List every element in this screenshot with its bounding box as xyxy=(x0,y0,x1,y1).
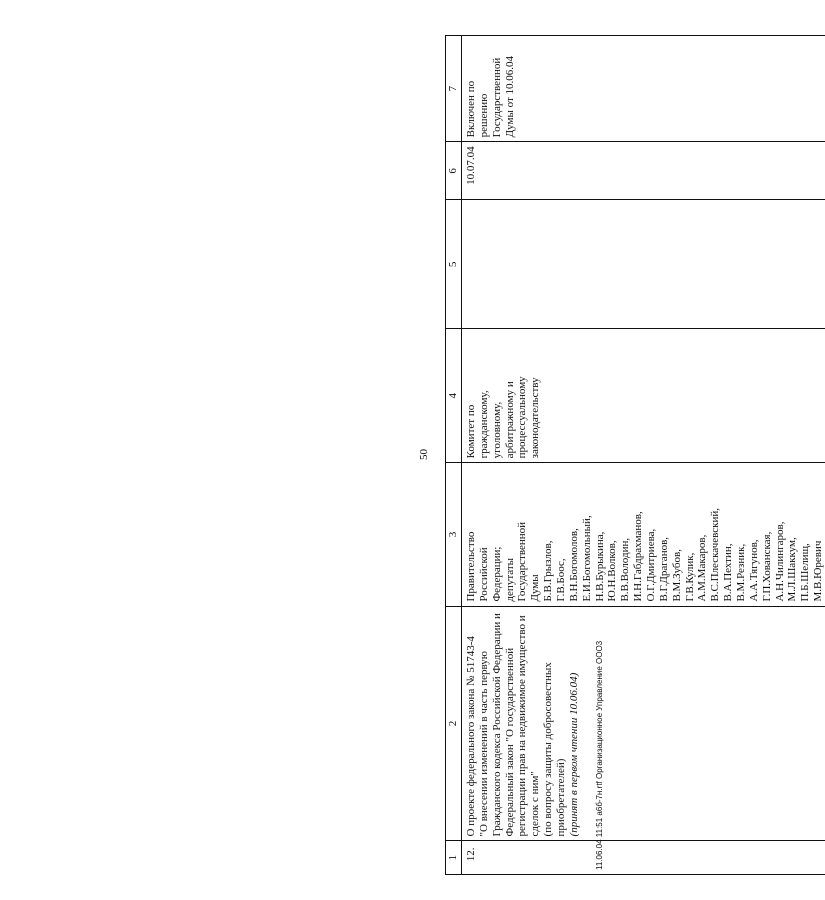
date-value: 10.07.04 xyxy=(465,146,477,185)
first-reading-note: (принят в первом чтении 10.06.04) xyxy=(567,672,580,837)
column-header: 1 xyxy=(446,841,462,875)
committee-line: уголовному, xyxy=(490,401,503,459)
status-line: Включен по xyxy=(465,80,477,138)
initiator-line: Б.В.Грызлов, xyxy=(542,540,555,602)
initiator-line: Федерации; xyxy=(490,546,503,602)
initiator-line: депутаты xyxy=(503,557,516,602)
description-line: (по вопросу защиты добросовестных xyxy=(542,662,555,837)
initiator-line: И.Н.Габдрахманов, xyxy=(632,511,645,602)
description-line: Федеральный закон "О государственной xyxy=(503,647,516,837)
initiator-line: Ю.Н.Волков, xyxy=(606,540,619,602)
committee-line: гражданскому, xyxy=(477,390,490,459)
initiators-cell xyxy=(462,463,825,606)
initiator-line: В.В.Володин, xyxy=(619,537,632,602)
initiator-line: В.А.Пехтин, xyxy=(722,543,735,602)
description-line: сделок с ним" xyxy=(529,771,542,837)
initiator-line: В.Г.Драганов, xyxy=(657,536,670,602)
bills-table xyxy=(445,35,825,875)
page-number: 50 xyxy=(418,449,430,460)
initiator-line: О.Г.Дмитриева, xyxy=(645,528,658,602)
status-cell xyxy=(462,36,825,142)
initiator-line: А.М.Макаров, xyxy=(696,534,709,602)
initiator-line: В.Н.Богомолов, xyxy=(567,528,580,602)
committee-line: процессуальному xyxy=(516,376,529,459)
initiator-line: П.Б.Шелищ, xyxy=(799,543,812,602)
row-number: 12. xyxy=(465,847,477,862)
committee-cell xyxy=(462,329,825,463)
initiator-line: Г.В.Кулик, xyxy=(683,552,696,602)
initiator-line: Российской xyxy=(477,547,490,602)
column-header: 3 xyxy=(446,463,462,606)
initiator-line: М.Л.Шаккум, xyxy=(786,537,799,602)
description-line: Гражданского кодекса Российской Федерации и xyxy=(490,613,503,837)
initiator-line: А.Н.Чилингаров, xyxy=(773,521,786,602)
status-line: решению xyxy=(477,93,490,138)
initiator-line: Г.В.Боос, xyxy=(555,558,568,602)
initiator-line: Думы xyxy=(529,574,542,602)
footer-file-info: 11.06.04 11:51 а6б-7н.rtf Организационное Управление ООО3 xyxy=(595,640,604,870)
column-header: 5 xyxy=(446,200,462,329)
committee-line: законодательству xyxy=(529,377,542,459)
committee-line: арбитражному и xyxy=(503,381,516,459)
rotated-page xyxy=(20,25,825,885)
initiator-line: А.А.Тягунов, xyxy=(747,539,760,602)
initiator-line: Г.П.Хованская, xyxy=(760,531,773,602)
initiator-line: В.С.Плескачевский, xyxy=(709,507,722,602)
column-header: 6 xyxy=(446,142,462,200)
initiator-line: Правительство xyxy=(465,531,477,602)
initiator-line: В.М.Зубов, xyxy=(670,549,683,602)
table-row xyxy=(462,36,825,875)
status-line: Государственной xyxy=(490,57,503,138)
committee-line: Комитет по xyxy=(465,404,477,459)
row-number-cell xyxy=(462,841,825,875)
column-header: 2 xyxy=(446,606,462,841)
initiator-line: Н.В.Бурыкина, xyxy=(593,531,606,602)
date-cell xyxy=(462,142,825,200)
description-line: приобретателей) xyxy=(555,758,568,837)
column-header: 4 xyxy=(446,329,462,463)
initiator-line: М.В.Юревич xyxy=(812,540,825,602)
description-line: "О внесении изменений в часть первую xyxy=(477,651,490,837)
description-line: О проекте федерального закона № 51743-4 xyxy=(465,636,477,837)
column-5-cell xyxy=(462,200,825,329)
description-line: регистрации прав на недвижимое имущество и xyxy=(516,615,529,837)
column-header-row xyxy=(446,36,462,875)
bill-description-cell xyxy=(462,606,825,841)
initiator-line: В.М.Резник, xyxy=(735,543,748,602)
status-line: Думы от 10.06.04 xyxy=(503,55,516,138)
initiator-line: Государственной xyxy=(516,521,529,602)
initiator-line: Е.И.Богомольный, xyxy=(580,515,593,602)
column-header: 7 xyxy=(446,36,462,142)
